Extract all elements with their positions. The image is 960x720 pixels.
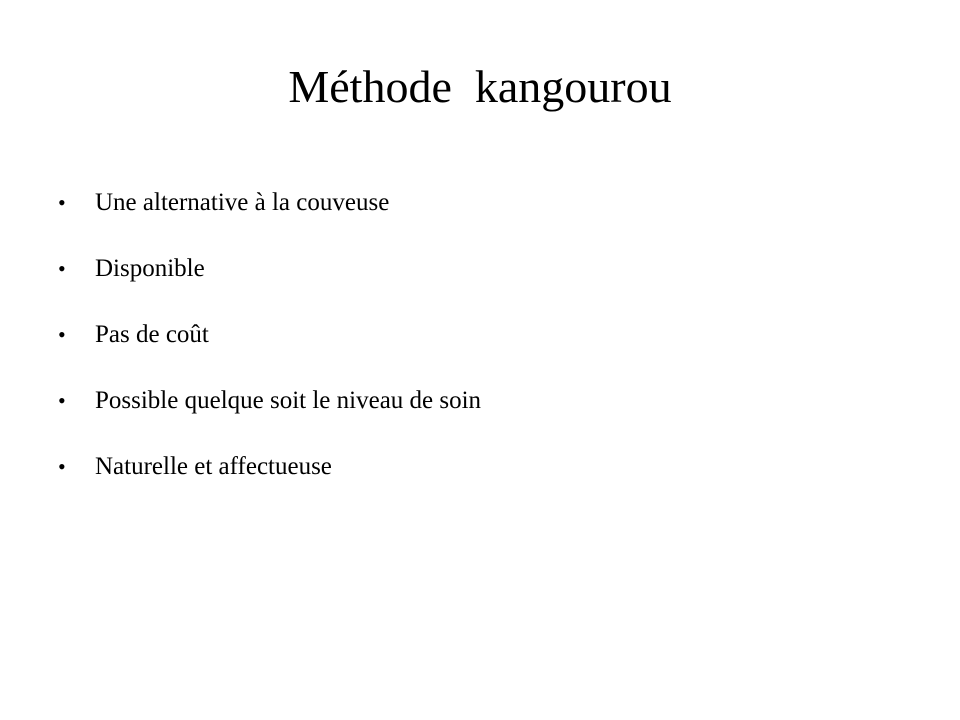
bullet-text: Possible quelque soit le niveau de soin [95,387,482,414]
slide-title: Méthode kangourou [288,61,672,112]
bullet-text: Disponible [95,255,205,282]
bullet-icon: • [58,322,66,347]
bullet-icon: • [58,388,66,413]
bullet-text: Pas de coût [95,321,209,348]
bullet-text: Une alternative à la couveuse [95,189,390,216]
bullet-icon: • [58,256,66,281]
bullet-icon: • [58,190,66,215]
bullet-text: Naturelle et affectueuse [95,453,332,480]
bullet-icon: • [58,454,66,479]
